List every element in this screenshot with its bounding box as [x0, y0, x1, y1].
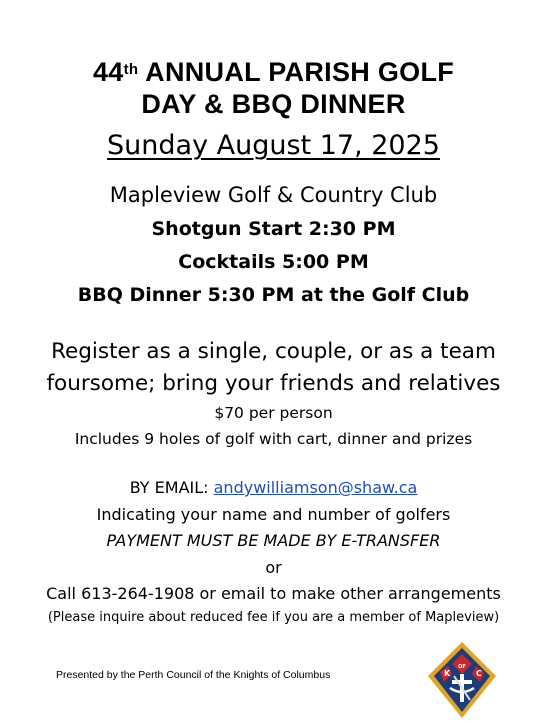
call-line: Call 613-264-1908 or email to make other arrangements — [46, 584, 501, 603]
anniversary-number: 44 — [92, 57, 124, 87]
or-text: or — [265, 558, 282, 577]
footer-text: Presented by the Perth Council of the Knights of Columbus — [56, 669, 331, 681]
indicating-text: Indicating your name and number of golfers — [96, 505, 451, 524]
email-link[interactable]: andywilliamson@shaw.ca — [213, 478, 418, 497]
member-note: (Please inquire about reduced fee if you are a member of Mapleview) — [47, 610, 500, 625]
payment-note: PAYMENT MUST BE MADE BY E-TRANSFER — [106, 531, 441, 550]
includes: Includes 9 holes of golf with cart, dinner and prizes — [74, 430, 473, 448]
email-line — [0, 478, 547, 497]
venue: Mapleview Golf & Country Club — [109, 183, 438, 207]
event-title-rest: ANNUAL PARISH GOLF — [138, 57, 455, 87]
register-line-2: foursome; bring your friends and relatives — [46, 371, 501, 396]
event-date: Sunday August 17, 2025 — [107, 130, 440, 161]
emblem-letter-c: C — [476, 669, 482, 678]
email-label: BY EMAIL: — [129, 478, 214, 497]
register-line-1: Register as a single, couple, or as a team — [51, 339, 496, 364]
price: $70 per person — [214, 404, 333, 422]
emblem-letter-of: OF — [458, 664, 466, 670]
emblem-letter-k: K — [444, 669, 451, 678]
shotgun-start: Shotgun Start 2:30 PM — [151, 218, 396, 240]
knights-of-columbus-emblem-icon — [426, 640, 498, 720]
cocktails-time: Cocktails 5:00 PM — [178, 251, 369, 273]
ordinal-suffix: th — [123, 61, 139, 78]
event-title-line-1 — [0, 56, 547, 88]
dinner-time: BBQ Dinner 5:30 PM at the Golf Club — [77, 284, 470, 306]
event-title-line-2: DAY & BBQ DINNER — [141, 89, 406, 119]
